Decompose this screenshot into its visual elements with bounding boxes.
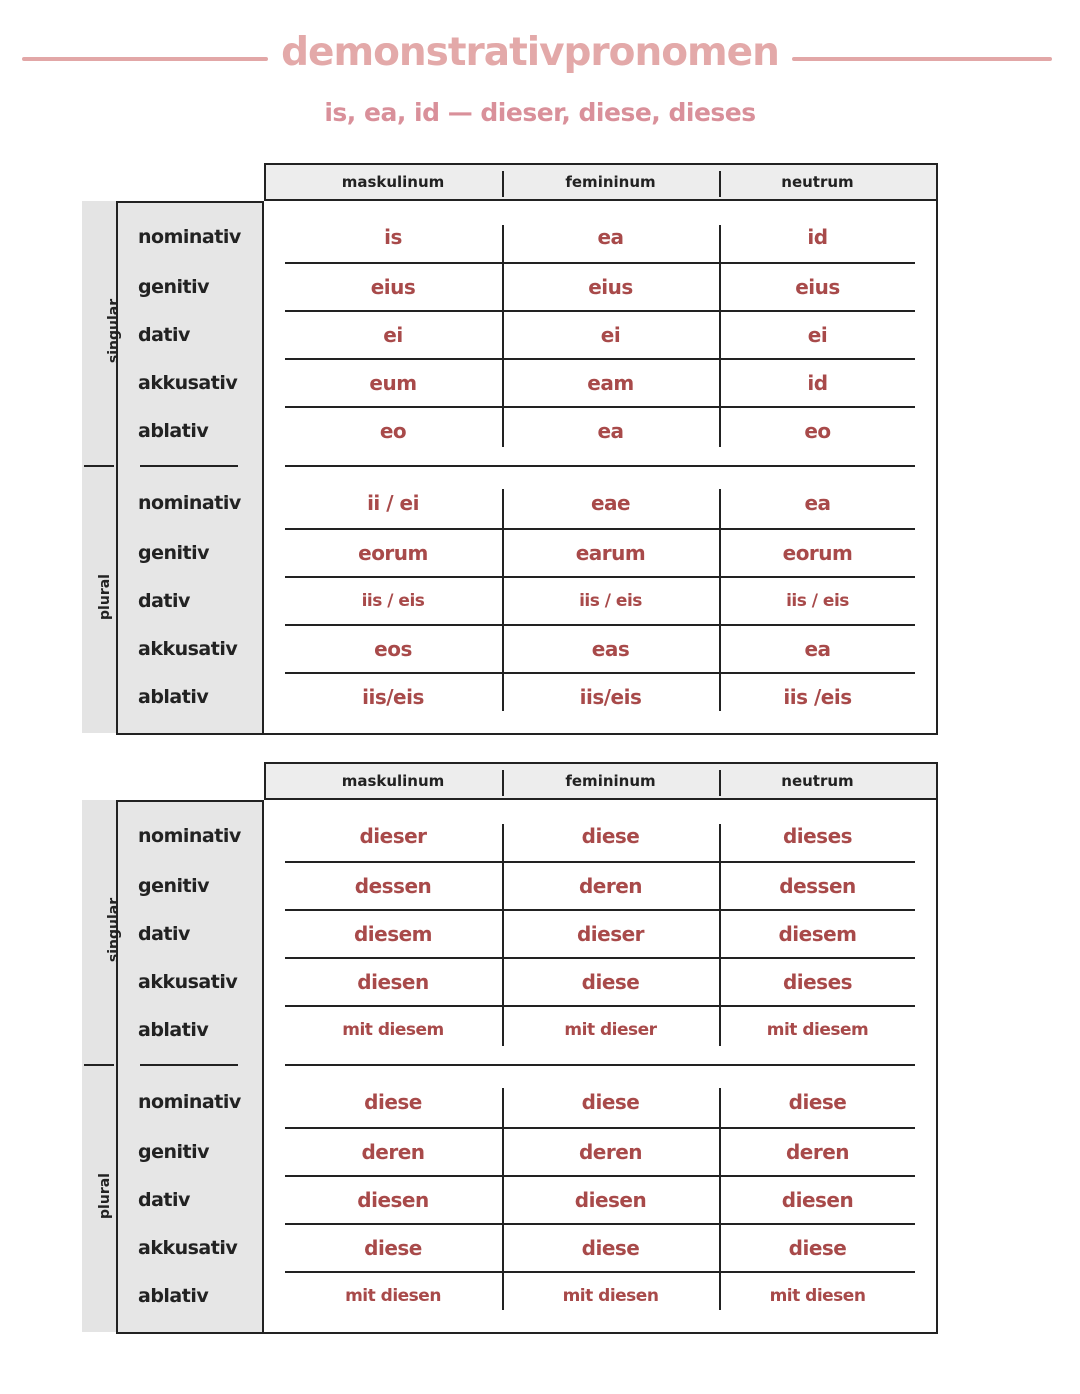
group-label-text: plural <box>96 574 113 620</box>
form-cell: eius <box>370 275 416 299</box>
form-cell: iis/eis <box>362 685 424 709</box>
header-cell: maskulinum <box>341 173 445 191</box>
row-separator <box>285 576 915 578</box>
case-label-nominativ: nominativ <box>138 825 241 847</box>
form-cell: iis/eis <box>579 685 642 709</box>
case-label-nominativ: nominativ <box>138 1091 241 1113</box>
form-cell: dessen <box>779 874 856 898</box>
form-cell: mit diesen <box>562 1286 659 1306</box>
case-group-divider <box>140 465 238 467</box>
form-cell: ea <box>804 491 831 515</box>
row-separator <box>285 358 915 360</box>
row-separator <box>285 909 915 911</box>
form-cell: ea <box>597 419 624 443</box>
form-cell: eo <box>379 419 407 443</box>
case-label-dativ: dativ <box>138 923 190 945</box>
title-row <box>0 30 1080 86</box>
title-rule-right <box>792 57 1052 61</box>
table-header <box>264 762 938 800</box>
form-cell: eos <box>374 637 412 661</box>
form-cell: diesen <box>357 1188 429 1212</box>
form-cell: mit diesem <box>342 1020 444 1040</box>
form-cell: diese <box>788 1236 847 1260</box>
form-cell: diesem <box>353 922 433 946</box>
row-separator <box>285 528 915 530</box>
header-cell: neutrum <box>781 772 854 790</box>
group-label-plural <box>82 1173 118 1219</box>
row-separator <box>285 406 915 408</box>
page-subtitle: is, ea, id — dieser, diese, dieses <box>324 98 756 127</box>
form-cell: eam <box>587 371 634 395</box>
case-group-divider <box>140 1064 238 1066</box>
form-cell: iis /eis <box>783 685 852 709</box>
case-label-ablativ: ablativ <box>138 686 209 708</box>
form-cell: eius <box>795 275 840 299</box>
case-label-dativ: dativ <box>138 324 190 346</box>
row-separator <box>285 1271 915 1273</box>
form-cell: ei <box>600 323 621 347</box>
form-cell: dieser <box>576 922 645 946</box>
side-group-divider <box>84 1064 114 1066</box>
form-cell: ea <box>804 637 831 661</box>
form-cell: diesen <box>574 1188 647 1212</box>
group-label-plural <box>82 574 118 620</box>
form-cell: earum <box>575 541 646 565</box>
form-cell: eo <box>804 419 831 443</box>
form-cell: iis / eis <box>579 591 642 611</box>
form-cell: ea <box>597 225 624 249</box>
header-cell: femininum <box>565 772 656 790</box>
header-separator <box>502 171 504 197</box>
form-cell: diese <box>581 1236 640 1260</box>
declension-table <box>0 163 1080 735</box>
case-label-genitiv: genitiv <box>138 1141 210 1163</box>
row-separator <box>285 1127 915 1129</box>
form-cell: ei <box>383 323 403 347</box>
form-cell: is <box>384 225 402 249</box>
header-separator <box>502 770 504 796</box>
form-cell: ei <box>807 323 828 347</box>
form-cell: id <box>807 371 828 395</box>
form-cell: deren <box>361 1140 425 1164</box>
side-bar <box>82 201 118 733</box>
form-cell: diese <box>581 824 640 848</box>
form-cell: dieses <box>782 970 853 994</box>
group-label-text: singular <box>106 298 123 364</box>
row-separator <box>285 1175 915 1177</box>
case-label-nominativ: nominativ <box>138 492 241 514</box>
form-cell: eum <box>369 371 417 395</box>
row-separator <box>285 957 915 959</box>
form-cell: dessen <box>354 874 432 898</box>
case-label-dativ: dativ <box>138 1189 190 1211</box>
table-header <box>264 163 938 201</box>
form-cell: dieser <box>359 824 427 848</box>
form-cell: iis / eis <box>361 591 425 611</box>
form-cell: mit diesen <box>345 1286 441 1306</box>
case-label-genitiv: genitiv <box>138 542 210 564</box>
group-label-singular <box>82 298 123 364</box>
form-cell: diese <box>364 1090 422 1114</box>
group-label-text: singular <box>106 897 123 963</box>
case-label-dativ: dativ <box>138 590 190 612</box>
row-separator <box>285 1005 915 1007</box>
case-label-akkusativ: akkusativ <box>138 372 238 394</box>
form-cell: id <box>807 225 828 249</box>
form-cell: diesem <box>778 922 857 946</box>
form-cell: eae <box>590 491 631 515</box>
title-rule-left <box>22 57 268 61</box>
form-cell: deren <box>578 874 643 898</box>
form-cell: diese <box>788 1090 847 1114</box>
form-cell: ii / ei <box>367 491 419 515</box>
header-separator <box>719 171 721 197</box>
form-cell: diesen <box>781 1188 854 1212</box>
case-label-akkusativ: akkusativ <box>138 971 238 993</box>
row-separator <box>285 672 915 674</box>
page-title: demonstrativpronomen <box>281 30 779 75</box>
case-label-akkusativ: akkusativ <box>138 638 238 660</box>
row-separator <box>285 861 915 863</box>
form-cell: eorum <box>782 541 853 565</box>
form-cell: eas <box>591 637 630 661</box>
row-separator <box>285 1223 915 1225</box>
case-label-ablativ: ablativ <box>138 1285 209 1307</box>
header-cell: neutrum <box>781 173 854 191</box>
form-cell: deren <box>578 1140 643 1164</box>
case-label-ablativ: ablativ <box>138 420 209 442</box>
row-separator <box>285 262 915 264</box>
header-separator <box>719 770 721 796</box>
form-cell: iis / eis <box>786 591 849 611</box>
form-cell: mit diesem <box>766 1020 869 1040</box>
form-cell: diese <box>581 1090 640 1114</box>
side-group-divider <box>84 465 114 467</box>
case-label-akkusativ: akkusativ <box>138 1237 238 1259</box>
header-cell: maskulinum <box>341 772 445 790</box>
group-label-text: plural <box>96 1173 113 1219</box>
form-cell: mit diesen <box>769 1286 866 1306</box>
row-separator <box>285 310 915 312</box>
form-cell: diese <box>581 970 640 994</box>
header-cell: femininum <box>565 173 656 191</box>
side-bar <box>82 800 118 1332</box>
case-label-ablativ: ablativ <box>138 1019 209 1041</box>
form-cell: deren <box>785 1140 850 1164</box>
case-label-genitiv: genitiv <box>138 875 210 897</box>
form-cell: mit dieser <box>564 1020 657 1040</box>
form-cell: eius <box>588 275 633 299</box>
group-label-singular <box>82 897 123 963</box>
case-label-genitiv: genitiv <box>138 276 210 298</box>
form-cell: eorum <box>358 541 428 565</box>
group-separator <box>285 465 915 467</box>
case-label-nominativ: nominativ <box>138 226 241 248</box>
form-cell: diesen <box>357 970 429 994</box>
form-cell: dieses <box>782 824 853 848</box>
row-separator <box>285 624 915 626</box>
declension-table <box>0 762 1080 1334</box>
group-separator <box>285 1064 915 1066</box>
form-cell: diese <box>364 1236 422 1260</box>
